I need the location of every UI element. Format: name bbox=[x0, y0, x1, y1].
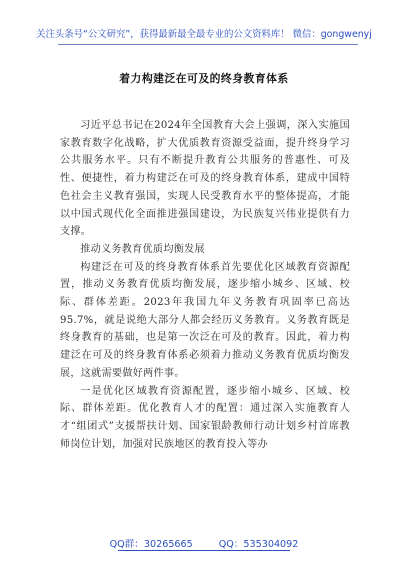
document-title: 着力构建泛在可及的终身教育体系 bbox=[119, 72, 289, 85]
footer-contact bbox=[0, 536, 408, 550]
paragraph-section-2: 一是优化区域教育资源配置，逐步缩小城乡、区域、校际、群体差距。优化教育人才的配置：通过深入实施教育人才“组团式”支援帮扶计划、国家银龄教师行动计划乡村首席教师岗位计划，加强对民族地区的教育投入等办 bbox=[60, 385, 350, 450]
header-note: 关注头条号“公文研究”，获得最新最全最专业的公文资料库！ 微信：gongwenyj bbox=[36, 29, 372, 40]
document-body bbox=[60, 117, 350, 453]
paragraph-intro: 习近平总书记在2024年全国教育大会上强调，深入实施国家教育数字化战略，扩大优质教育资源受益面，提升终身学习公共服务水平。只有不断提升教育公共服务的普惠性、可及性、便捷性，着力构建泛在可及的终身教育体系，建成中国特色社会主义教育强国，实现人民受教育水平的整体提高，才能以中国式现代化全面推进强国建设，为民族复兴伟业提供有力支撑。 bbox=[60, 120, 350, 238]
paragraph-section-1: 构建泛在可及的终身教育体系首先要优化区域教育资源配置，推动义务教育优质均衡发展，逐步缩小城乡、区域、校际、群体差距。2023年我国九年义务教育巩固率已高达95.7%，就是说绝大部分人都会经历义务教育。义务教育既是终身教育的基础，也是第一次泛在可及的教育。因此，着力构建泛在可及的终身教育体系必须着力推动义务教育优质均衡发展，这就需要做好两件事。 bbox=[60, 261, 350, 379]
footer-qq: QQ：535304092 bbox=[218, 539, 299, 550]
footer-qq-group: QQ群：30265665 bbox=[109, 539, 193, 550]
section-heading: 推动义务教育优质均衡发展 bbox=[80, 243, 205, 255]
footer-underline bbox=[118, 550, 290, 551]
header-divider bbox=[58, 44, 358, 45]
